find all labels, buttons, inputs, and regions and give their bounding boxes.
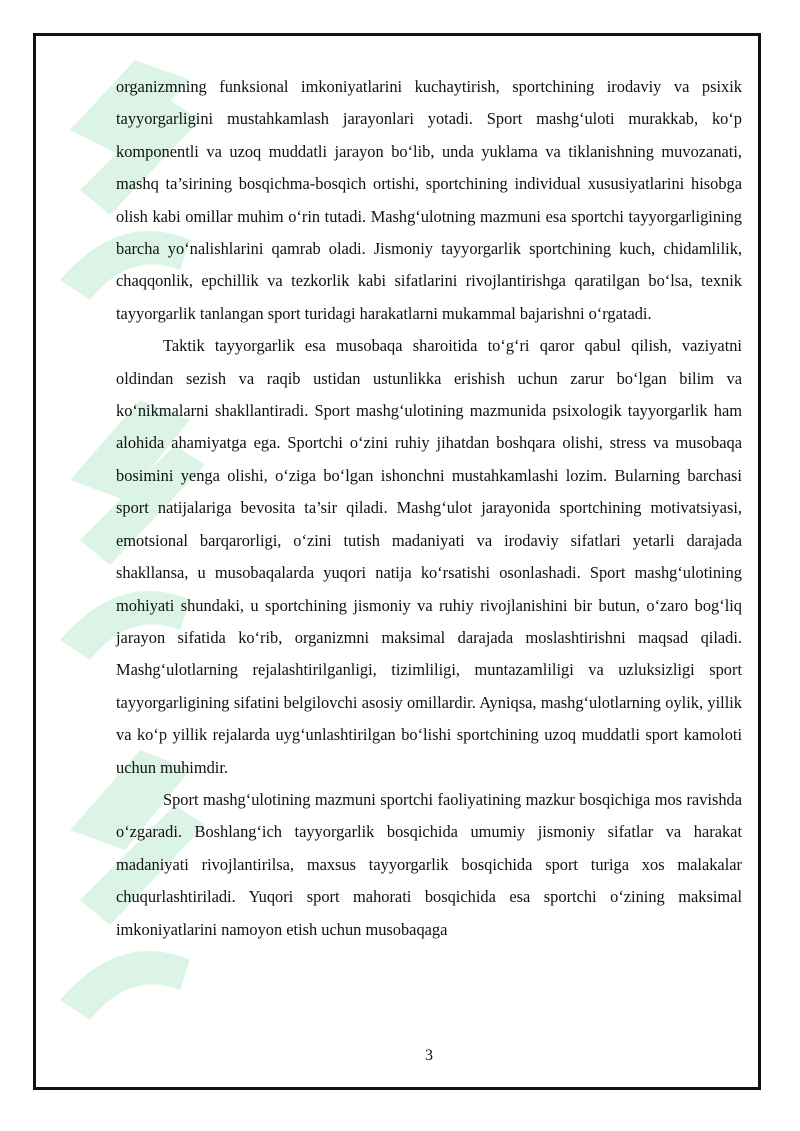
paragraph-1: organizmning funksional imkoniyatlarini kuchaytirish, sportchining irodaviy va psixik tayyorgarligini mustahkamlash jarayonlari yotadi. Sport mashg‘uloti murakkab, ko‘p komponentli va uzoq muddatli jarayon bo‘lib, unda yuklama va tiklanishning muvozanati, mashq ta’sirining bosqichma-bosqich ortishi, sportchining individual xususiyatlarini hisobga olish kabi omillar muhim o‘rin tutadi. Mashg‘ulotning mazmuni esa sportchi tayyorgarligining barcha yo‘nalishlarini qamrab oladi. Jismoniy tayyorgarlik sportchining kuch, chidamlilik, chaqqonlik, epchillik va tezkorlik kabi sifatlarini rivojlantirishga qaratilgan bo‘lsa, texnik tayyorgarlik tanlangan sport turidagi harakatlarni mukammal bajarishni o‘rgatadi. <box>116 77 742 323</box>
paragraph-3: Sport mashg‘ulotining mazmuni sportchi faoliyatining mazkur bosqichiga mos ravishda o‘zgaradi. Boshlang‘ich tayyorgarlik bosqichida umumiy jismoniy sifatlar va harakat madaniyati rivojlantirilsa, maxsus tayyorgarlik bosqichida sport turiga xos malakalar chuqurlashtiriladi. Yuqori sport mahorati bosqichida esa sportchi o‘zining maksimal imkoniyatlarini namoyon etish uchun musobaqaga <box>116 789 742 939</box>
body-text <box>116 71 742 946</box>
paragraph-2: Taktik tayyorgarlik esa musobaqa sharoitida to‘g‘ri qaror qabul qilish, vaziyatni oldindan sezish va raqib ustidan ustunlikka erishish uchun zarur bo‘lgan bilim va ko‘nikmalarni shakllantiradi. Sport mashg‘ulotining mazmunida psixologik tayyorgarlik ham alohida ahamiyatga ega. Sportchi o‘zini ruhiy jihatdan boshqara olishi, stress va musobaqa bosimini yenga olishi, o‘ziga bo‘lgan ishonchni mustahkamlashi lozim. Bularning barchasi sport natijalariga bevosita ta’sir qiladi. Mashg‘ulot jarayonida sportchining motivatsiyasi, emotsional barqarorligi, o‘zini tutish madaniyati va irodaviy sifatlari yetarli darajada shakllansa, u musobaqalarda yuqori natija ko‘rsatishi osonlashadi. Sport mashg‘ulotining mohiyati shundaki, u sportchining jismoniy va ruhiy rivojlanishini bir butun, o‘zaro bog‘liq jarayon sifatida ko‘rib, organizmni maksimal darajada moslashtirishni maqsad qiladi. Mashg‘ulotlarning rejalashtirilganligi, tizimliligi, muntazamliligi va uzluksizligi sport tayyorgarligining sifatini belgilovchi asosiy omillardir. Ayniqsa, mashg‘ulotlarning oylik, yillik va ko‘p yillik rejalarda uyg‘unlashtirilgan bo‘lishi sportchining uzoq muddatli sport kamoloti uchun muhimdir. <box>116 336 742 777</box>
page-number: 3 <box>425 1047 433 1064</box>
